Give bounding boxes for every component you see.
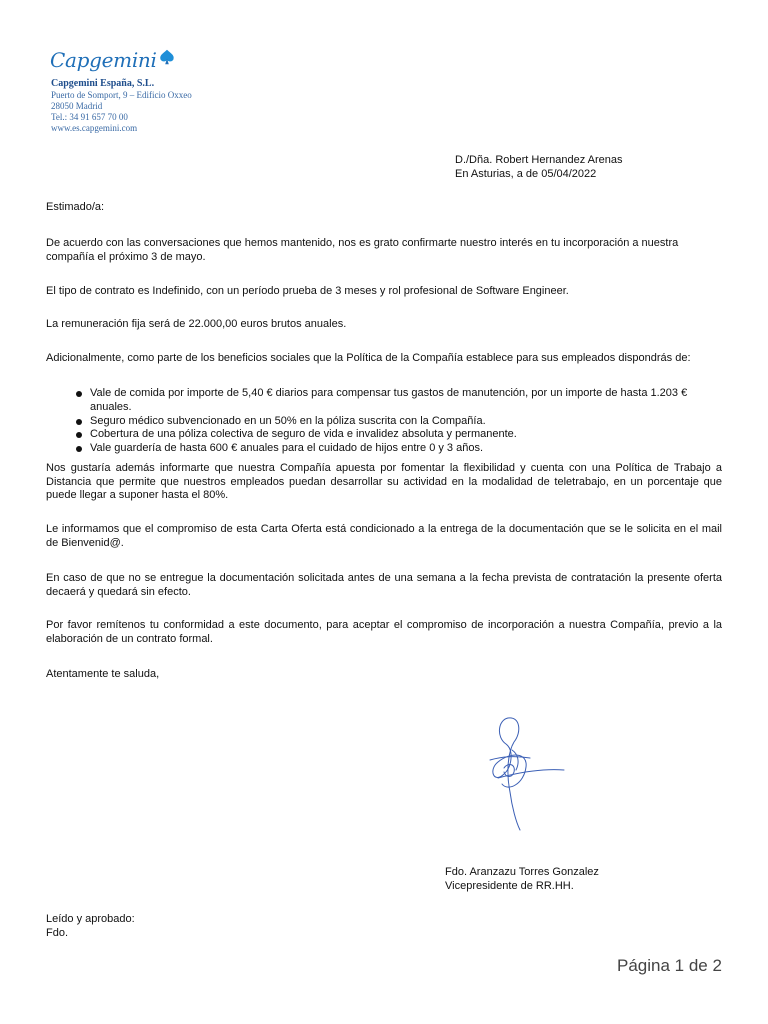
list-item: Vale guardería de hasta 600 € anuales para el cuidado de hijos entre 0 y 3 años. xyxy=(76,442,726,456)
approval-label: Leído y aprobado: xyxy=(46,913,135,925)
logo-text: Capgemini xyxy=(50,48,157,72)
capgemini-logo xyxy=(50,46,176,74)
list-item: Cobertura de una póliza colectiva de seguro de vida e invalidez absoluta y permanente. xyxy=(76,428,726,442)
recipient-name: D./Dña. Robert Hernandez Arenas xyxy=(455,154,623,166)
paragraph-deadline: En caso de que no se entregue la documentación solicitada antes de una semana a la fecha prevista de contratación la presente oferta decaerá y quedará sin efecto. xyxy=(46,572,722,598)
company-phone: Tel.: 34 91 657 70 00 xyxy=(51,112,128,122)
company-name: Capgemini España, S.L. xyxy=(51,78,155,89)
salutation: Estimado/a: xyxy=(46,201,105,213)
signer-name: Fdo. Aranzazu Torres Gonzalez xyxy=(445,866,599,878)
spade-icon xyxy=(158,48,176,66)
paragraph-documentation: Le informamos que el compromiso de esta Carta Oferta está condicionado a la entrega de la documentación que se le solicita en el mail de Bienvenid@. xyxy=(46,523,722,549)
approval-block xyxy=(46,913,135,940)
address-line-2: 28050 Madrid xyxy=(51,101,103,111)
list-item: Vale de comida por importe de 5,40 € diarios para compensar tus gastos de manutención, por un importe de hasta 1.203 € anuales. xyxy=(76,387,726,415)
paragraph-salary: La remuneración fija será de 22.000,00 euros brutos anuales. xyxy=(46,318,347,330)
handwritten-signature xyxy=(468,712,578,842)
paragraph-benefits-intro: Adicionalmente, como parte de los beneficios sociales que la Política de la Compañía establece para sus empleados dispondrás de: xyxy=(46,352,691,364)
paragraph-remote-work: Nos gustaría además informarte que nuestra Compañía apuesta por fomentar la flexibilidad y cuenta con una Política de Trabajo a Distancia que permite que nuestros empleados puedan desarrollar su actividad en la modalidad de teletrabajo, en un porcentaje que puede llegar a suponer hasta el 80%. xyxy=(46,462,722,501)
recipient-block xyxy=(455,153,623,181)
paragraph-acceptance: Por favor remítenos tu conformidad a este documento, para aceptar el compromiso de incorporación a nuestra Compañía, previo a la elaboración de un contrato formal. xyxy=(46,619,722,645)
approval-signature-label: Fdo. xyxy=(46,926,69,939)
signer-block xyxy=(445,865,599,893)
benefits-list xyxy=(76,387,726,456)
page-number: Página 1 de 2 xyxy=(617,956,722,975)
bullet-icon xyxy=(76,419,82,425)
letter-body xyxy=(46,201,722,680)
paragraph-contract-type: El tipo de contrato es Indefinido, con un período prueba de 3 meses y rol profesional de Software Engineer. xyxy=(46,285,569,297)
bullet-icon xyxy=(76,391,82,397)
bullet-icon xyxy=(76,446,82,452)
bullet-icon xyxy=(76,432,82,438)
company-address-block xyxy=(51,78,192,134)
closing: Atentamente te saluda, xyxy=(46,668,160,680)
signer-title: Vicepresidente de RR.HH. xyxy=(445,880,574,892)
address-line-1: Puerto de Somport, 9 – Edificio Oxxeo xyxy=(51,90,192,100)
paragraph-start-date: De acuerdo con las conversaciones que hemos mantenido, nos es grato confirmarte nuestro interés en tu incorporación a nuestra compañía el próximo 3 de mayo. xyxy=(46,237,679,263)
list-item: Seguro médico subvencionado en un 50% en la póliza suscrita con la Compañía. xyxy=(76,415,726,429)
company-website: www.es.capgemini.com xyxy=(51,123,138,133)
place-date: En Asturias, a de 05/04/2022 xyxy=(455,168,597,180)
